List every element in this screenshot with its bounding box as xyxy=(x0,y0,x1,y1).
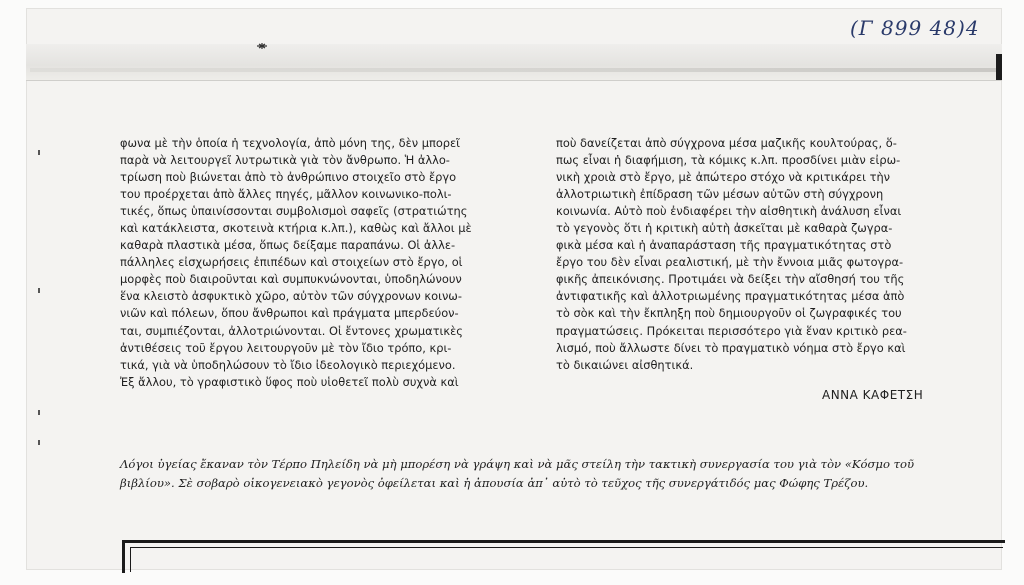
text-line: τικές, ὅπως ὑπαινίσσονται συμβολισμοὶ σαφεῖς (στρατιώτης xyxy=(120,204,468,219)
margin-mark xyxy=(38,440,40,445)
author-signature: ΑΝΝΑ ΚΑΦΕΤΣΗ xyxy=(822,388,924,402)
text-line: ἀντιθέσεις τοῦ ἔργου λειτουργοῦν μὲ τὸν ἴδιο τρόπο, κρι- xyxy=(120,340,452,355)
notice-line: βιβλίου». Σὲ σοβαρὸ οἰκογενειακὸ γεγονὸς ὀφείλεται καὶ ἡ ἀπουσία ἀπ᾽ αὐτὸ τὸ τεῦχος τῆς συνεργάτιδός μας Φώφης Τρέζου. xyxy=(120,476,869,490)
text-line: τρίωση ποὺ βιώνεται ἀπὸ τὸ ἀνθρώπινο στοιχεῖο στὸ ἔργο xyxy=(120,170,457,185)
text-line: τὸ γεγονὸς ὅτι ἡ κριτικὴ αὐτὴ ἀσκεῖται μὲ καθαρὰ ζωγρα- xyxy=(556,221,893,236)
editorial-notice xyxy=(120,455,960,493)
article-right-column xyxy=(556,135,942,374)
text-line: ἀντιφατικῆς καὶ ἀλλοτριωμένης πραγματικότητας μέσα ἀπὸ xyxy=(556,289,905,304)
text-line: καθαρὰ πλαστικὰ μέσα, ὅπως δείξαμε παραπάνω. Οἱ ἀλλε- xyxy=(120,238,456,253)
text-line: τὸ δικαιώνει αἰσθητικά. xyxy=(556,357,694,372)
text-line: φικῆς ἀπεικόνισης. Προτιμάει νὰ δείξει τὴν αἴσθησή του τῆς xyxy=(556,272,905,287)
text-line: πραγματώσεις. Πρόκειται περισσότερο γιὰ ἕναν κριτικὸ ρεα- xyxy=(556,323,907,338)
text-line: Ἐξ ἄλλου, τὸ γραφιστικὸ ὕφος ποὺ υἱοθετεῖ πολὺ συχνὰ καὶ xyxy=(120,374,459,389)
text-line: του προέρχεται ἀπὸ ἄλλες πηγές, μᾶλλον κοινωνικο-πολι- xyxy=(120,187,452,202)
margin-mark xyxy=(38,288,40,293)
text-line: φωνα μὲ τὴν ὁποία ἡ τεχνολογία, ἀπὸ μόνη της, δὲν μπορεῖ xyxy=(120,136,461,150)
text-line: καὶ κατάκλειστα, σκοτεινὰ κτήρια κ.λπ.), καθὼς καὶ ἄλλοι μὲ xyxy=(120,221,472,236)
text-line: τικά, γιὰ νὰ ὑποδηλώσουν τὸ ἴδιο ἰδεολογικὸ περιεχόμενο. xyxy=(120,357,456,372)
text-line: νικὴ χροιὰ στὸ ἔργο, μὲ ἀπώτερο στόχο νὰ κριτικάρει τὴν xyxy=(556,170,891,185)
text-line: πως εἶναι ἡ διαφήμιση, τὰ κόμικς κ.λπ. προσδίνει μιὰν εἰρω- xyxy=(556,153,901,168)
text-line: λισμό, ποὺ ἄλλωστε δίνει τὸ πραγματικὸ νόημα στὸ ἔργο καὶ xyxy=(556,340,906,355)
text-line: παρὰ νὰ λειτουργεῖ λυτρωτικὰ γιὰ τὸν ἄνθρωπο. Ἡ ἀλλο- xyxy=(120,153,450,168)
article-left-column xyxy=(120,135,516,391)
next-article-frame-inner xyxy=(130,547,1003,572)
edge-shadow xyxy=(996,54,1002,80)
scan-fold-strip xyxy=(26,44,1002,81)
text-line: ἕνα κλειστὸ ἀσφυκτικὸ χῶρο, αὐτὸν τῶν σύγχρονων κοινω- xyxy=(120,289,462,304)
text-line: φικὰ μέσα καὶ ἡ ἀναπαράσταση τῆς πραγματικότητας στὸ xyxy=(556,238,892,253)
text-line: τὸ σὸκ καὶ τὴν ἔκπληξη ποὺ δημιουργοῦν οἱ ζωγραφικές του xyxy=(556,306,902,321)
text-line: ἔργο του δὲν εἶναι ρεαλιστική, μὲ τὴν ἔννοια μιᾶς φωτογρα- xyxy=(556,255,904,270)
notice-line: Λόγοι ὑγείας ἔκαναν τὸν Τέρπο Πηλείδη νὰ μὴ μπορέση νὰ γράψη καὶ νὰ μᾶς στείλη τὴν τακτικὴ συνεργασία του γιὰ τὸν «Κόσμο τοῦ xyxy=(120,457,915,471)
margin-mark xyxy=(38,150,40,155)
margin-mark xyxy=(38,410,40,415)
text-line: ποὺ δανείζεται ἀπὸ σύγχρονα μέσα μαζικῆς κουλτούρας, ὅ- xyxy=(556,136,897,150)
handwritten-archive-number: (Γ 899 48)4 xyxy=(850,16,980,40)
text-line: νιῶν καὶ πόλεων, ὅπου ἄνθρωποι καὶ πράγματα μπερδεύον- xyxy=(120,306,459,321)
pin-icon xyxy=(256,42,268,50)
text-line: κοινωνία. Αὐτὸ ποὺ ἐνδιαφέρει τὴν αἰσθητικὴ ἀνάλυση εἶναι xyxy=(556,204,902,219)
fold-shadow xyxy=(30,68,1002,72)
text-line: πάλληλες εἰσχωρήσεις ἐπιπέδων καὶ στοιχείων στὸ ἔργο, οἱ xyxy=(120,255,463,270)
text-line: ται, συμπιέζονται, ἀλλοτριώνονται. Οἱ ἔντονες χρωματικὲς xyxy=(120,323,463,338)
text-line: ἀλλοτριωτικὴ ἐπίδραση τῶν μέσων αὐτῶν στὴ σύγχρονη xyxy=(556,187,884,202)
text-line: μορφὲς ποὺ διαιροῦνται καὶ συμπυκνώνονται, ὑποδηλώνουν xyxy=(120,272,462,287)
